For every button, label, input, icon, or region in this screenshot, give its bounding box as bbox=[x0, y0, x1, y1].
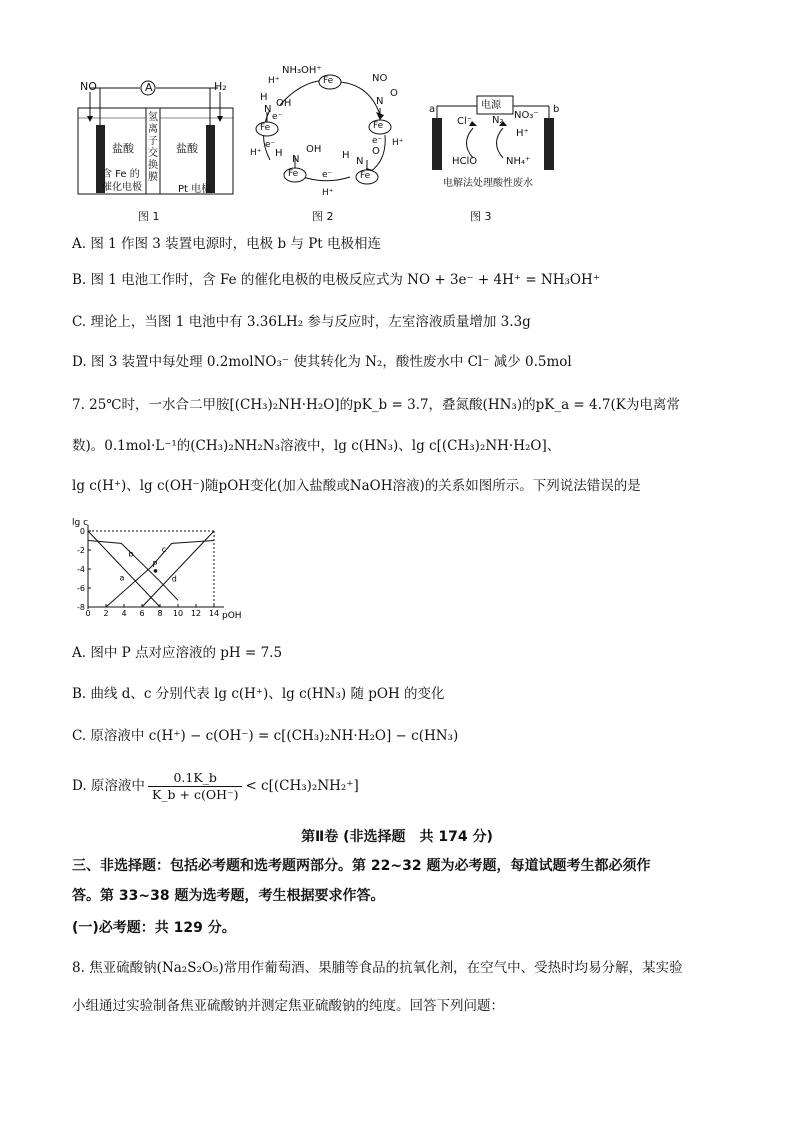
chart-x-tick-label: 12 bbox=[190, 609, 202, 618]
fig2-h-plus-1: H⁺ bbox=[268, 76, 280, 86]
q7-option-d-fraction bbox=[148, 770, 243, 803]
fig3-nh4-label: NH₄⁺ bbox=[506, 156, 531, 167]
fig2-no: NO bbox=[372, 73, 388, 84]
q6-option-b: B. 图 1 电池工作时，含 Fe 的催化电极的电极反应式为 NO + 3e⁻ + 4H⁺ = NH₃OH⁺ bbox=[72, 272, 600, 288]
q6-option-a: A. 图 1 作图 3 装置电源时，电极 b 与 Pt 电极相连 bbox=[72, 236, 381, 252]
q6-option-d: D. 图 3 装置中每处理 0.2molNO₃⁻ 使其转化为 N₂，酸性废水中 Cl⁻ 减少 0.5mol bbox=[72, 354, 572, 370]
fig2-h-plus-4: H⁺ bbox=[322, 188, 334, 198]
fig3-electrode-a: a bbox=[429, 104, 436, 115]
chart-x-tick-label: 0 bbox=[85, 609, 91, 618]
fig2-e-2: e⁻ bbox=[265, 140, 276, 150]
fig2-h-2: H bbox=[275, 148, 283, 159]
fig1-fe-electrode-line2: 催化电极 bbox=[102, 182, 142, 193]
fig3-caption: 图 3 bbox=[470, 210, 492, 223]
chart-x-tick-label: 4 bbox=[121, 609, 127, 618]
section-heading-line1: 三、非选择题：包括必考题和选考题两部分。第 22~32 题为必考题，每道试题考生都必须作 bbox=[72, 858, 651, 874]
q7-stem-line2: 数)。0.1mol·L⁻¹的(CH₃)₂NH₂N₃溶液中，lg c(HN₃)、lg c[(CH₃)₂NH·H₂O]、 bbox=[72, 438, 561, 454]
q7-option-d-denominator: K_b + c(OH⁻) bbox=[151, 786, 239, 802]
fig2-h-plus-3: H⁺ bbox=[392, 138, 404, 148]
fig3-electrode-b: b bbox=[553, 104, 560, 115]
section-heading-line2: 答。第 33~38 题为选考题，考生根据要求作答。 bbox=[72, 888, 385, 904]
fig3-n2-label: N₂ bbox=[492, 115, 504, 126]
chart-series-label-d: d bbox=[171, 574, 177, 584]
chart-series-label-b: b bbox=[128, 549, 134, 559]
chart-point-P bbox=[154, 569, 158, 573]
fig2-e-1: e⁻ bbox=[272, 112, 283, 122]
q7-option-d-numerator: 0.1K_b bbox=[148, 770, 243, 787]
fig3-description: 电解法处理酸性废水 bbox=[443, 178, 533, 189]
fig2-e-3: e⁻ bbox=[372, 136, 383, 146]
fig3-power-label: 电源 bbox=[481, 100, 501, 111]
q6-option-c: C. 理论上，当图 1 电池中有 3.36LH₂ 参与反应时，左室溶液质量增加 3.3g bbox=[72, 314, 531, 330]
fig2-o-bottom-right: O bbox=[372, 146, 380, 157]
chart-point-label-P: P bbox=[152, 559, 158, 569]
fig1-ammeter-label: A bbox=[145, 81, 153, 94]
fig2-n-bottom-left: N bbox=[292, 154, 300, 165]
fig2-n-left: N bbox=[264, 104, 272, 115]
fig2-n-bottom-right: N bbox=[356, 156, 364, 167]
fig1-h2-label: H₂ bbox=[214, 80, 227, 93]
chart-y-tick-label: 0 bbox=[79, 527, 85, 536]
fig2-fe-top: Fe bbox=[323, 76, 334, 86]
fig2-fe-left: Fe bbox=[260, 123, 271, 133]
fig1-pt-electrode: Pt 电极 bbox=[178, 184, 212, 195]
fig2-e-4: e⁻ bbox=[322, 170, 333, 180]
chart-series-label-c: c bbox=[161, 544, 167, 554]
chart-y-tick-label: -8 bbox=[77, 603, 85, 612]
fig2-h-3: H bbox=[342, 150, 350, 161]
q8-stem-line2: 小组通过实验制备焦亚硫酸钠并测定焦亚硫酸钠的纯度。回答下列问题： bbox=[72, 998, 504, 1014]
fig3-hclo-label: HClO bbox=[452, 156, 478, 167]
fig1-membrane-label: 氢 离 子 交 换 膜 bbox=[148, 112, 158, 183]
q7-option-c: C. 原溶液中 c(H⁺) − c(OH⁻) = c[(CH₃)₂NH·H₂O] − c(HN₃) bbox=[72, 728, 459, 744]
fig3-no3-label: NO₃⁻ bbox=[514, 110, 539, 121]
fig2-oh-bottom-left: OH bbox=[306, 144, 322, 155]
q7-chart bbox=[70, 515, 260, 625]
chart-x-tick-label: 8 bbox=[157, 609, 163, 618]
fig1-acid-right: 盐酸 bbox=[176, 142, 198, 155]
fig3-cl-label: Cl⁻ bbox=[457, 116, 473, 127]
fig2-fe-bottom-left: Fe bbox=[288, 169, 299, 179]
q7-option-d bbox=[72, 766, 359, 806]
fig2-h-1: H bbox=[260, 92, 268, 103]
fig2-fe-right: Fe bbox=[373, 121, 384, 131]
chart-x-tick-label: 10 bbox=[172, 609, 184, 618]
chart-series-d bbox=[142, 531, 214, 607]
section-title: 第Ⅱ卷 (非选择题 共 174 分) bbox=[301, 829, 493, 845]
q8-stem-line1: 8. 焦亚硫酸钠(Na₂S₂O₅)常用作葡萄酒、果脯等食品的抗氧化剂，在空气中、受热时均易分解，某实验 bbox=[72, 960, 683, 976]
q7-stem-line3: lg c(H⁺)、lg c(OH⁻)随pOH变化(加入盐酸或NaOH溶液)的关系如图所示。下列说法错误的是 bbox=[72, 478, 641, 494]
chart-y-tick-label: -2 bbox=[77, 546, 85, 555]
fig1-acid-left: 盐酸 bbox=[112, 142, 134, 155]
chart-ylabel: lg c bbox=[72, 518, 89, 528]
chart-series-label-a: a bbox=[119, 573, 125, 583]
fig1-caption: 图 1 bbox=[138, 210, 160, 223]
chart-x-tick-label: 6 bbox=[139, 609, 145, 618]
fig1-fe-electrode-line1: 含 Fe 的 bbox=[102, 169, 140, 180]
fig2-h-plus-2: H⁺ bbox=[250, 148, 262, 158]
section-subheading: (一)必考题：共 129 分。 bbox=[72, 920, 236, 936]
chart-y-tick-label: -6 bbox=[77, 584, 85, 593]
fig2-fe-bottom-right: Fe bbox=[360, 171, 371, 181]
fig3-h-plus-label: H⁺ bbox=[516, 128, 529, 139]
fig2-o-top-right: O bbox=[390, 88, 398, 99]
chart-x-tick-label: 14 bbox=[208, 609, 220, 618]
q7-stem-line1: 7. 25℃时，一水合二甲胺[(CH₃)₂NH·H₂O]的pK_b = 3.7，叠氮酸(HN₃)的pK_a = 4.7(K为电离常 bbox=[72, 397, 680, 413]
fig2-n-top-right: N bbox=[376, 96, 384, 107]
q7-option-d-prefix: D. 原溶液中 bbox=[72, 778, 145, 794]
fig2-nh3oh: NH₃OH⁺ bbox=[282, 65, 322, 76]
fig2-caption: 图 2 bbox=[312, 210, 334, 223]
chart-xlabel: pOH bbox=[222, 611, 242, 621]
q7-option-a: A. 图中 P 点对应溶液的 pH = 7.5 bbox=[72, 645, 283, 661]
chart-y-tick-label: -4 bbox=[77, 565, 85, 574]
chart-x-tick-label: 2 bbox=[103, 609, 109, 618]
fig2-oh-left: OH bbox=[276, 98, 292, 109]
q7-option-d-suffix: < c[(CH₃)₂NH₂⁺] bbox=[245, 778, 359, 794]
fig1-no-label: NO bbox=[80, 80, 97, 93]
q7-option-b: B. 曲线 d、c 分别代表 lg c(H⁺)、lg c(HN₃) 随 pOH 的变化 bbox=[72, 686, 445, 702]
